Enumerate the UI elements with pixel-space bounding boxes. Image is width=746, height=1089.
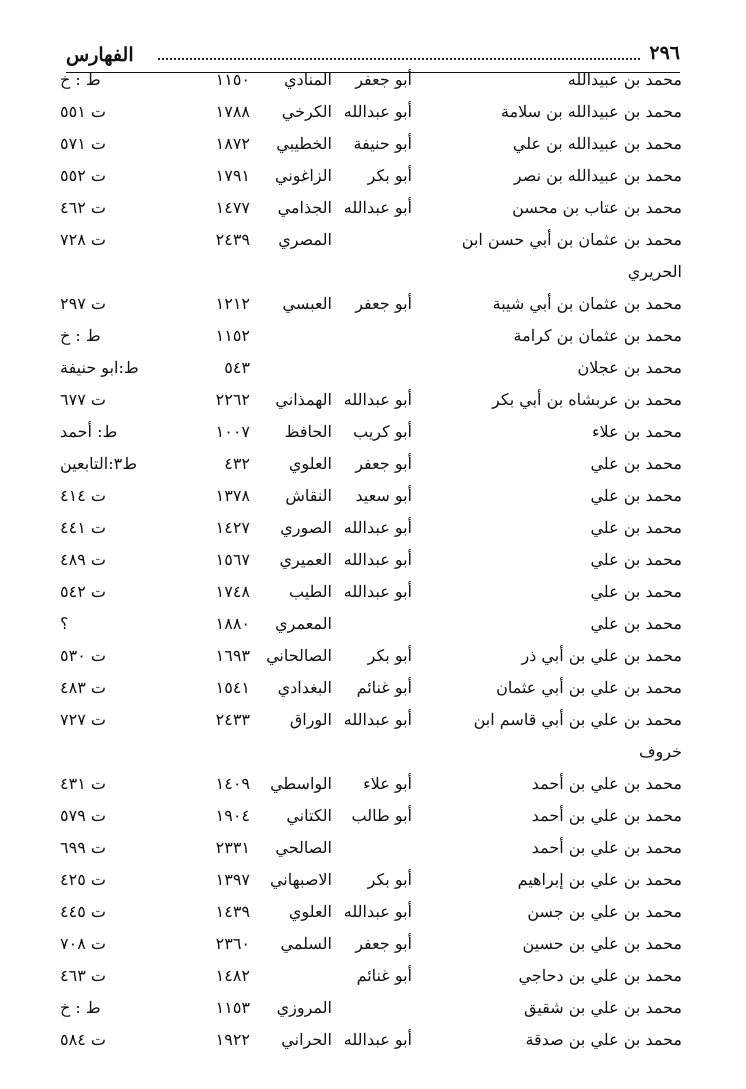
- entry-name: محمد بن علي: [590, 550, 682, 569]
- entry-reference: ت ٥٧٩: [60, 806, 106, 825]
- index-row: [60, 896, 682, 928]
- index-row: [60, 512, 682, 544]
- entry-nisba: الجذامي: [277, 198, 332, 217]
- index-row: [60, 992, 682, 1024]
- entry-name: محمد بن علي: [590, 454, 682, 473]
- entry-number: ١٥٦٧: [215, 550, 250, 569]
- entry-reference: ت ٤٤٥: [60, 902, 106, 921]
- index-table: [60, 64, 682, 1056]
- index-row: [60, 96, 682, 128]
- entry-nisba: الوراق: [289, 710, 332, 729]
- entry-kunya: أبو عبدالله: [343, 1030, 412, 1049]
- entry-kunya: أبو سعيد: [355, 486, 412, 505]
- index-row: [60, 640, 682, 672]
- entry-name: محمد بن عتاب بن محسن: [512, 198, 682, 217]
- entry-name: محمد بن عربشاه بن أبي بكر: [492, 390, 682, 409]
- entry-reference: ت ٤١٤: [60, 486, 106, 505]
- entry-name: محمد بن علي بن إبراهيم: [517, 870, 682, 889]
- entry-reference: ت ٥٥٢: [60, 166, 106, 185]
- index-row: [60, 672, 682, 704]
- index-row: [60, 320, 682, 352]
- entry-nisba: العميري: [279, 550, 332, 569]
- entry-nisba: المروزي: [276, 998, 332, 1017]
- entry-number: ١٨٨٠: [215, 614, 250, 633]
- index-row: [60, 384, 682, 416]
- entry-reference: ط٣:التابعين: [60, 454, 137, 473]
- entry-name: محمد بن علي بن دحاجي: [518, 966, 682, 985]
- index-row: [60, 160, 682, 192]
- index-row: [60, 704, 682, 736]
- index-row: [60, 800, 682, 832]
- entry-kunya: أبو بكر: [367, 646, 412, 665]
- entry-reference: ؟: [60, 614, 69, 633]
- entry-nisba: المنادي: [284, 70, 332, 89]
- entry-name: محمد بن علي بن حسين: [522, 934, 682, 953]
- entry-kunya: أبو غنائم: [356, 678, 412, 697]
- entry-name: محمد بن علي بن جسن: [527, 902, 682, 921]
- entry-reference: ت ٤٦٣: [60, 966, 106, 985]
- entry-reference: ط: أحمد: [60, 422, 118, 441]
- entry-number: ١٧٤٨: [215, 582, 250, 601]
- entry-number: ١٠٠٧: [215, 422, 250, 441]
- entry-nisba: النقاش: [285, 486, 332, 505]
- entry-reference: ت ٥٤٢: [60, 582, 106, 601]
- entry-name: محمد بن علي بن شقيق: [523, 998, 682, 1017]
- entry-kunya: أبو علاء: [363, 774, 412, 793]
- index-row: [60, 960, 682, 992]
- entry-number: ١١٥٢: [215, 326, 250, 345]
- entry-nisba: الخطيبي: [276, 134, 332, 153]
- entry-name: محمد بن علي بن صدقة: [525, 1030, 682, 1049]
- entry-name: محمد بن علي: [590, 614, 682, 633]
- entry-reference: ت ٤٣١: [60, 774, 106, 793]
- entry-name: محمد بن علي بن أحمد: [531, 806, 682, 825]
- entry-nisba: العلوي: [288, 454, 332, 473]
- entry-nisba: الصوري: [280, 518, 332, 537]
- entry-name: محمد بن علي: [590, 486, 682, 505]
- entry-reference: ت ٤٨٣: [60, 678, 106, 697]
- entry-number: ١٢١٢: [215, 294, 250, 313]
- entry-number: ٢٢٦٢: [215, 390, 250, 409]
- entry-number: ١٤٠٩: [215, 774, 250, 793]
- index-row: [60, 352, 682, 384]
- entry-name: محمد بن علي بن أحمد: [531, 774, 682, 793]
- entry-kunya: أبو عبدالله: [343, 198, 412, 217]
- entry-nisba: الصالحي: [275, 838, 332, 857]
- entry-number: ٢٤٣٩: [215, 230, 250, 249]
- entry-kunya: أبو عبدالله: [343, 550, 412, 569]
- entry-nisba: الكتاني: [286, 806, 332, 825]
- entry-reference: ت ٤٢٥: [60, 870, 106, 889]
- entry-name: محمد بن عجلان: [577, 358, 682, 377]
- entry-kunya: أبو بكر: [367, 870, 412, 889]
- entry-reference: ت ٦٧٧: [60, 390, 106, 409]
- entry-reference: ط:ابو حنيفة: [60, 358, 139, 377]
- entry-number: ١١٥٠: [215, 70, 250, 89]
- entry-reference: ت ٤٨٩: [60, 550, 106, 569]
- entry-kunya: أبو جعفر: [355, 294, 412, 313]
- entry-name: محمد بن عبيدالله بن علي: [512, 134, 682, 153]
- entry-number: ١١٥٣: [215, 998, 250, 1017]
- entry-number: ٢٣٣١: [215, 838, 250, 857]
- index-row: [60, 448, 682, 480]
- entry-number: ٥٤٣: [224, 358, 250, 377]
- entry-nisba: الكرخي: [281, 102, 332, 121]
- entry-nisba: الطيب: [289, 582, 332, 601]
- entry-name: محمد بن علي: [590, 518, 682, 537]
- entry-nisba: البغدادي: [277, 678, 332, 697]
- entry-number: ١٤٨٢: [215, 966, 250, 985]
- entry-nisba: الحراني: [281, 1030, 332, 1049]
- entry-kunya: أبو طالب: [351, 806, 412, 825]
- entry-nisba: الاصبهاني: [269, 870, 332, 889]
- entry-name: محمد بن عثمان بن كرامة: [513, 326, 682, 345]
- entry-reference: ت ٧٢٧: [60, 710, 106, 729]
- entry-name: محمد بن علي: [590, 582, 682, 601]
- entry-kunya: أبو جعفر: [355, 454, 412, 473]
- entry-number: ١٨٧٢: [215, 134, 250, 153]
- index-row: [60, 928, 682, 960]
- entry-name: محمد بن علي بن أبي ذر: [521, 646, 682, 665]
- index-row: [60, 576, 682, 608]
- entry-kunya: أبو عبدالله: [343, 518, 412, 537]
- entry-kunya: أبو عبدالله: [343, 710, 412, 729]
- index-row: [60, 192, 682, 224]
- index-row: [60, 832, 682, 864]
- index-row: [60, 864, 682, 896]
- entry-number: ٤٣٢: [224, 454, 250, 473]
- index-row: [60, 416, 682, 448]
- entry-name: محمد بن علي بن أبي قاسم ابن: [473, 710, 682, 729]
- entry-number: ١٤٢٧: [215, 518, 250, 537]
- page-number: ٢٩٦: [649, 42, 680, 64]
- entry-nisba: العلوي: [288, 902, 332, 921]
- entry-kunya: أبو عبدالله: [343, 102, 412, 121]
- entry-number: ١٣٧٨: [215, 486, 250, 505]
- index-row: [60, 480, 682, 512]
- entry-kunya: أبو جعفر: [355, 70, 412, 89]
- entry-reference: ت ٥٥١: [60, 102, 106, 121]
- entry-name: محمد بن عبيدالله بن سلامة: [500, 102, 682, 121]
- entry-name: محمد بن علي بن أبي عثمان: [496, 678, 682, 697]
- index-row: [60, 736, 682, 768]
- entry-name: محمد بن علي بن أحمد: [531, 838, 682, 857]
- entry-nisba: العبسي: [282, 294, 332, 313]
- entry-number: ١٩٠٤: [215, 806, 250, 825]
- entry-reference: ت ٧٢٨: [60, 230, 106, 249]
- index-row: [60, 224, 682, 256]
- entry-name: خروف: [638, 742, 682, 761]
- index-row: [60, 1024, 682, 1056]
- entry-number: ١٤٧٧: [215, 198, 250, 217]
- index-row: [60, 128, 682, 160]
- entry-number: ١٧٨٨: [215, 102, 250, 121]
- entry-reference: ت ٥٨٤: [60, 1030, 106, 1049]
- index-row: [60, 288, 682, 320]
- header-dot-leader: [158, 58, 640, 60]
- entry-kunya: أبو عبدالله: [343, 902, 412, 921]
- entry-kunya: أبو حنيفة: [353, 134, 412, 153]
- entry-kunya: أبو عبدالله: [343, 582, 412, 601]
- entry-reference: ت ٦٩٩: [60, 838, 106, 857]
- entry-reference: ط : خ: [60, 70, 101, 89]
- entry-nisba: المصري: [278, 230, 332, 249]
- entry-kunya: أبو بكر: [367, 166, 412, 185]
- entry-kunya: أبو جعفر: [355, 934, 412, 953]
- entry-name: محمد بن عثمان بن أبي شيبة: [492, 294, 682, 313]
- entry-reference: ت ٤٤١: [60, 518, 106, 537]
- entry-number: ١٤٣٩: [215, 902, 250, 921]
- entry-reference: ت ٥٧١: [60, 134, 106, 153]
- index-row: [60, 608, 682, 640]
- entry-nisba: السلمي: [280, 934, 332, 953]
- entry-reference: ت ٧٠٨: [60, 934, 106, 953]
- entry-reference: ت ٤٦٢: [60, 198, 106, 217]
- entry-number: ١٧٩١: [215, 166, 250, 185]
- entry-number: ١٦٩٣: [215, 646, 250, 665]
- entry-nisba: الحافظ: [284, 422, 332, 441]
- entry-kunya: أبو غنائم: [356, 966, 412, 985]
- entry-nisba: الزاغوني: [274, 166, 332, 185]
- entry-name: محمد بن عثمان بن أبي حسن ابن: [461, 230, 682, 249]
- entry-number: ١٣٩٧: [215, 870, 250, 889]
- entry-kunya: أبو كريب: [353, 422, 412, 441]
- entry-number: ٢٤٣٣: [215, 710, 250, 729]
- entry-kunya: أبو عبدالله: [343, 390, 412, 409]
- index-row: [60, 64, 682, 96]
- entry-reference: ط : خ: [60, 998, 101, 1017]
- entry-number: ١٩٢٢: [215, 1030, 250, 1049]
- entry-nisba: الصالحاني: [266, 646, 332, 665]
- entry-name: الحريري: [627, 262, 682, 281]
- entry-reference: ط : خ: [60, 326, 101, 345]
- entry-name: محمد بن عبيدالله: [567, 70, 682, 89]
- index-row: [60, 256, 682, 288]
- page-title: الفهارس: [66, 44, 134, 66]
- entry-name: محمد بن عبيدالله بن نصر: [513, 166, 682, 185]
- index-row: [60, 768, 682, 800]
- entry-nisba: الواسطي: [270, 774, 332, 793]
- index-row: [60, 544, 682, 576]
- entry-nisba: المعمري: [275, 614, 332, 633]
- entry-nisba: الهمذاني: [275, 390, 332, 409]
- entry-reference: ت ٥٣٠: [60, 646, 106, 665]
- entry-number: ٢٣٦٠: [215, 934, 250, 953]
- entry-reference: ت ٢٩٧: [60, 294, 106, 313]
- entry-name: محمد بن علاء: [592, 422, 682, 441]
- entry-number: ١٥٤١: [215, 678, 250, 697]
